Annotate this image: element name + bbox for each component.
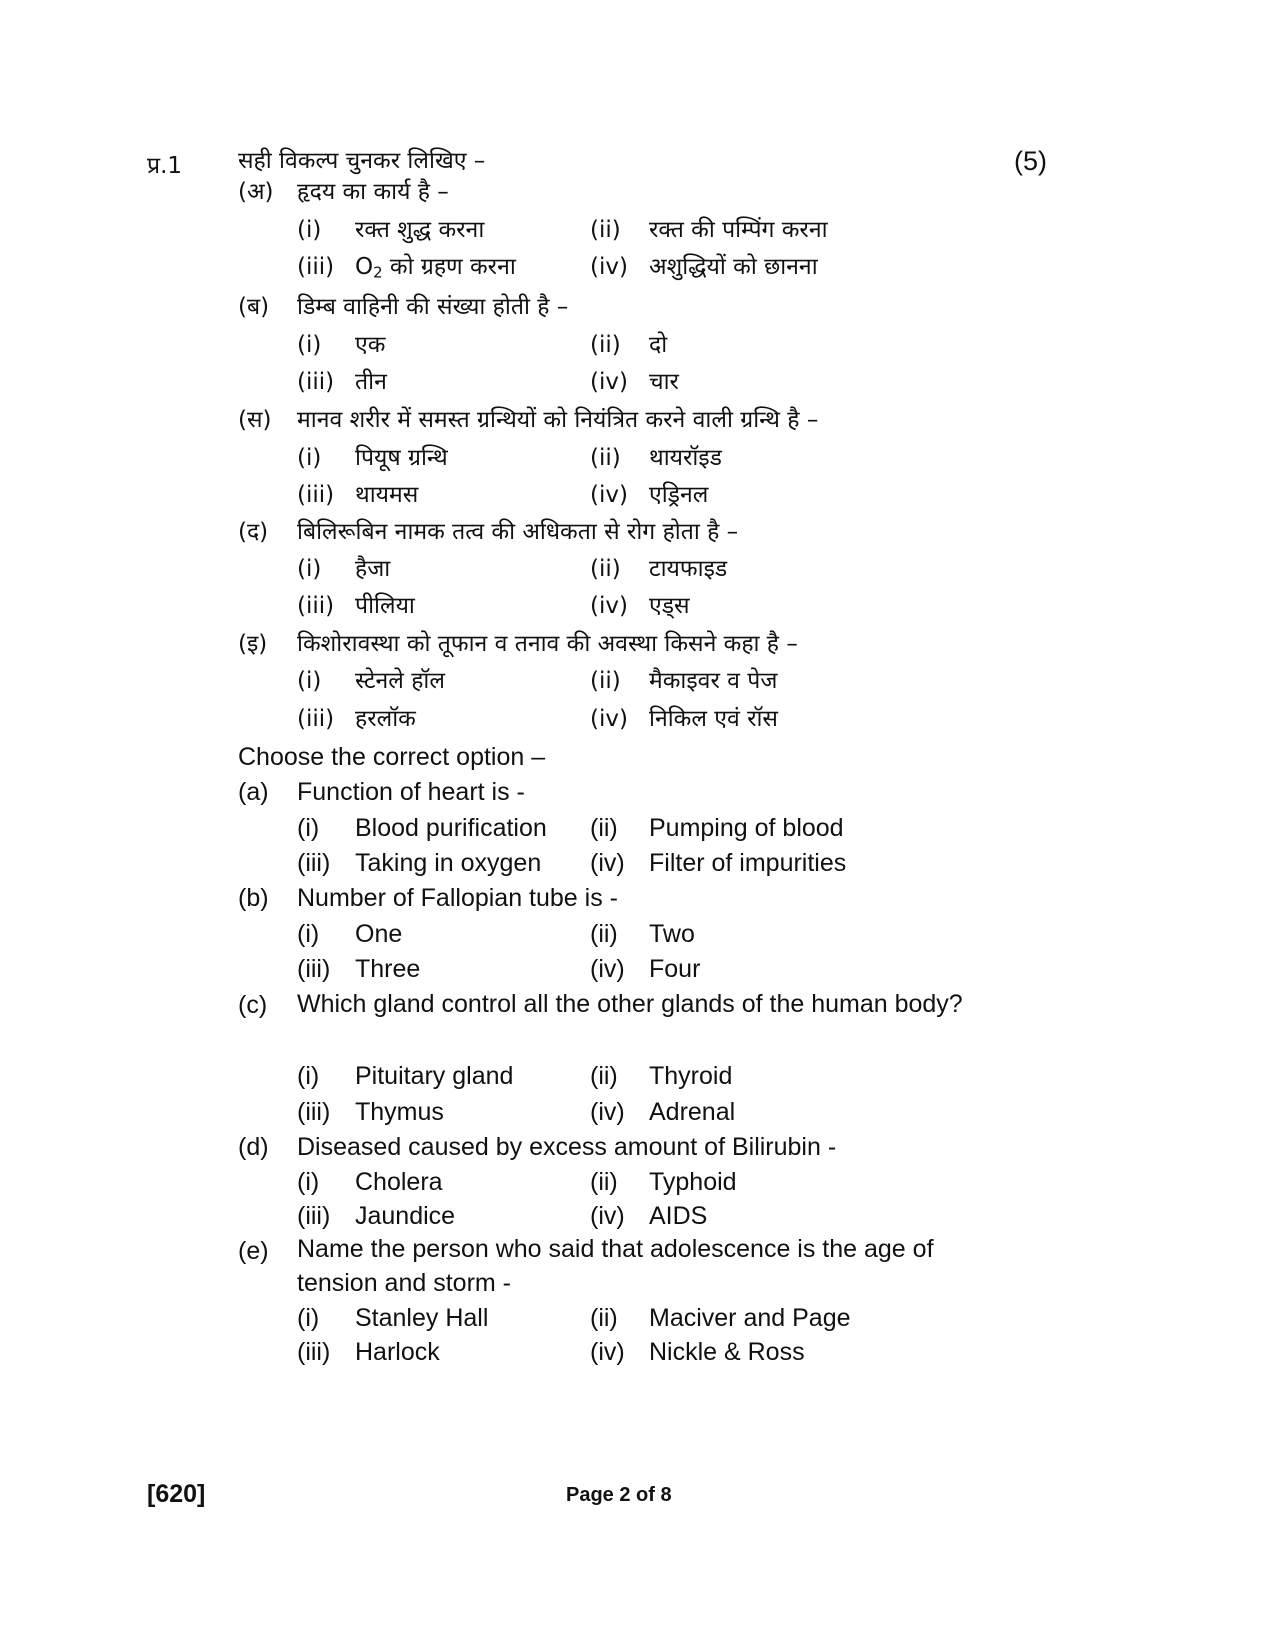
- t2-text: Pumping of blood: [649, 814, 844, 842]
- t2-text: टायफाइड: [649, 556, 728, 582]
- t1-text: Stanley Hall: [355, 1304, 489, 1332]
- t2-text: Typhoid: [649, 1168, 737, 1196]
- n2-text: (ii): [590, 445, 621, 471]
- n1-text: (iii): [297, 593, 335, 619]
- t1-text: पीलिया: [355, 593, 415, 619]
- lbl-text: (अ): [238, 179, 274, 205]
- n2-text: (iv): [590, 1098, 625, 1126]
- hindi-heading: सही विकल्प चुनकर लिखिए –: [238, 148, 486, 174]
- t1-text: Cholera: [355, 1168, 443, 1196]
- lbl-text: (d): [238, 1133, 269, 1161]
- t2-text: निकिल एवं रॉस: [649, 706, 778, 732]
- n2-text: (iv): [590, 706, 628, 732]
- n1-text: (iii): [297, 482, 335, 508]
- n1-text: (i): [297, 1304, 320, 1332]
- lbl-text: (द): [238, 519, 269, 545]
- t2-text: Thyroid: [649, 1062, 733, 1090]
- stem-text: Function of heart is -: [297, 778, 525, 806]
- t1-text: Taking in oxygen: [355, 849, 542, 877]
- t2-text: Maciver and Page: [649, 1304, 851, 1332]
- n1-text: (i): [297, 1062, 320, 1090]
- n2-text: (ii): [590, 920, 618, 948]
- n1-text: (iii): [297, 706, 335, 732]
- n2-text: (iv): [590, 593, 628, 619]
- stem-text: Name the person who said that adolescence is the age of tension and storm -: [297, 1235, 934, 1297]
- n2-text: (iv): [590, 369, 628, 395]
- t1-text: तीन: [355, 369, 387, 395]
- t1-text: थायमस: [355, 482, 419, 508]
- lbl-text: (ब): [238, 294, 270, 320]
- t2-text: थायरॉइड: [649, 445, 722, 471]
- n2-text: (ii): [590, 1304, 618, 1332]
- t2-text: दो: [649, 332, 668, 358]
- t1-text: One: [355, 920, 403, 948]
- n2-text: (ii): [590, 814, 618, 842]
- n2-text: (iv): [590, 254, 628, 280]
- n2-text: (ii): [590, 668, 621, 694]
- t1-text: Thymus: [355, 1098, 444, 1126]
- n2-text: (iv): [590, 1338, 625, 1366]
- t1-text: Pituitary gland: [355, 1062, 514, 1090]
- n1-text: (iii): [297, 1098, 331, 1126]
- n1-text: (iii): [297, 369, 335, 395]
- t1-text: Jaundice: [355, 1202, 456, 1230]
- n2-text: (ii): [590, 1062, 618, 1090]
- n1-text: (iii): [297, 1338, 331, 1366]
- n2-text: (iv): [590, 1202, 625, 1230]
- stem-text: बिलिरूबिन नामक तत्व की अधिकता से रोग होता है –: [297, 519, 739, 545]
- t2-text: Filter of impurities: [649, 849, 847, 877]
- n2-text: (ii): [590, 217, 621, 243]
- n2-text: (iv): [590, 955, 625, 983]
- n2-text: (ii): [590, 556, 621, 582]
- t1-text: पियूष ग्रन्थि: [355, 445, 448, 471]
- lbl-text: (b): [238, 884, 269, 912]
- t1-text: हैजा: [355, 556, 391, 582]
- stem-text: Which gland control all the other glands of the human body?: [297, 990, 963, 1018]
- t1-text: Three: [355, 955, 421, 983]
- t1-text: Blood purification: [355, 814, 547, 842]
- lbl-text: (स): [238, 407, 272, 433]
- t2-text: एड्रिनल: [649, 482, 709, 508]
- n1-text: (i): [297, 1168, 320, 1196]
- t1-text: Harlock: [355, 1338, 440, 1366]
- n1-text: (i): [297, 668, 322, 694]
- question-number: प्र.1: [147, 153, 183, 179]
- t2-text: अशुद्धियों को छानना: [649, 254, 818, 280]
- t2-text: AIDS: [649, 1202, 708, 1230]
- t2-text: Two: [649, 920, 695, 948]
- t2-text: Four: [649, 955, 701, 983]
- n1-text: (i): [297, 814, 320, 842]
- n1-text: (iii): [297, 849, 331, 877]
- stem-text: Diseased caused by excess amount of Bilirubin -: [297, 1133, 837, 1161]
- n2-text: (iv): [590, 482, 628, 508]
- n1-text: (i): [297, 556, 322, 582]
- lbl-text: (a): [238, 778, 269, 806]
- page-number: Page 2 of 8: [566, 1484, 672, 1506]
- t2-text: Nickle & Ross: [649, 1338, 805, 1366]
- lbl-text: (c): [238, 991, 268, 1019]
- lbl-text: (इ): [238, 631, 268, 657]
- stem-text: हृदय का कार्य है –: [297, 179, 449, 205]
- stem-text: किशोरावस्था को तूफान व तनाव की अवस्था किसने कहा है –: [297, 631, 798, 657]
- n2-text: (ii): [590, 1168, 618, 1196]
- t1-text: हरलॉक: [355, 706, 416, 732]
- paper-code: [620]: [147, 1480, 206, 1508]
- t2-text: चार: [649, 369, 679, 395]
- english-heading: Choose the correct option –: [238, 743, 546, 771]
- n1-text: (iii): [297, 254, 335, 280]
- t2-text: रक्त की पम्पिंग करना: [649, 217, 828, 243]
- n1-text: (iii): [297, 955, 331, 983]
- t2-text: Adrenal: [649, 1098, 736, 1126]
- t1-text: स्टेनले हॉल: [355, 668, 445, 694]
- n1-text: (i): [297, 332, 322, 358]
- lbl-text: (e): [238, 1237, 269, 1265]
- t2-text: एड्स: [649, 593, 690, 619]
- marks: (5): [1014, 146, 1047, 176]
- t1-text: $O_2$ को ग्रहण करना: [355, 254, 516, 282]
- n1-text: (i): [297, 445, 322, 471]
- stem-text: मानव शरीर में समस्त ग्रन्थियों को नियंत्रित करने वाली ग्रन्थि है –: [297, 407, 819, 433]
- t1-text: रक्त शुद्ध करना: [355, 217, 485, 243]
- n1-text: (iii): [297, 1202, 331, 1230]
- n1-text: (i): [297, 920, 320, 948]
- n1-text: (i): [297, 217, 322, 243]
- t2-text: मैकाइवर व पेज: [649, 668, 778, 694]
- stem-text: डिम्ब वाहिनी की संख्या होती है –: [297, 294, 569, 320]
- n2-text: (iv): [590, 849, 625, 877]
- stem-text: Number of Fallopian tube is -: [297, 884, 618, 912]
- n2-text: (ii): [590, 332, 621, 358]
- t1-text: एक: [355, 332, 386, 358]
